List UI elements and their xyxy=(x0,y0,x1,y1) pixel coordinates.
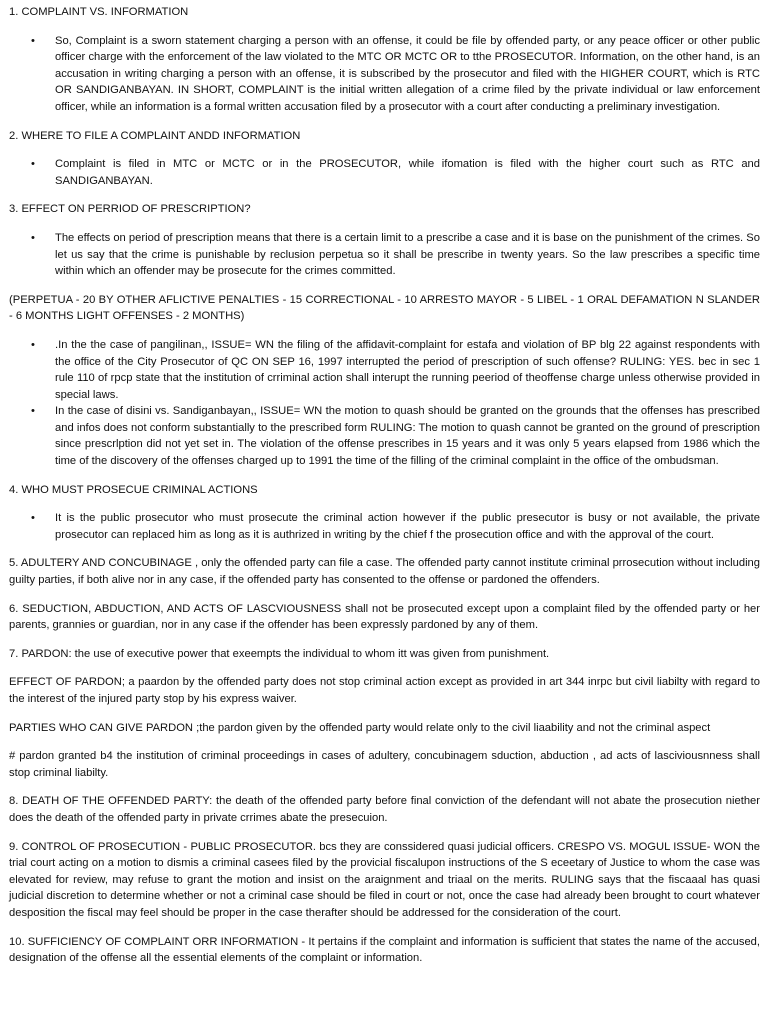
list-item: • So, Complaint is a sworn statement charging a person with an offense, it could be file by offended party, or any peace officer or other public officer charge with the enforcement of the law violated to the MTC OR MCTC OR to tthe PROSECUTOR. Information, on the other hand, is an accusation in writing charging a person with an offense, it is subscribed by the prosecutor and filed with the HIGHER COURT, which is RTC OR SANDIGANBAYAN. IN SHORT, COMPLAINT is the initial written allegation of a crime filed by the private individual or law enforcement officer, while an information is a formal written accusation filed by a prosecutor with a court after conducting a preliminary investigation. xyxy=(31,34,760,113)
bullet-list-cases xyxy=(9,337,760,470)
paragraph-pardon-note: # pardon granted b4 the institution of criminal proceedings in cases of adultery, concubinagem sduction, abduction , ad acts of lasciviousnness shall stop criminal liabilty. xyxy=(9,750,760,779)
section-heading-2: 2. WHERE TO FILE A COMPLAINT ANDD INFORMATION xyxy=(9,129,301,142)
bullet-icon: • xyxy=(31,34,35,47)
paragraph-sufficiency: 10. SUFFICIENCY OF COMPLAINT ORR INFORMATION - It pertains if the complaint and information is sufficient that states the name of the accused, designation of the offense all the essential elements of the complaint or information. xyxy=(9,935,760,965)
bullet-icon: • xyxy=(31,512,35,525)
paragraph-death-offended-party: 8. DEATH OF THE OFFENDED PARTY: the death of the offended party before final conviction of the defendant will not abate the prosecution niether does the death of the offended party in private crrimes abate the presecuion. xyxy=(9,795,760,824)
paragraph-parties-pardon: PARTIES WHO CAN GIVE PARDON ;the pardon given by the offended party would relate only to the civil liaability and not the criminal aspect xyxy=(9,721,711,734)
bullet-icon: • xyxy=(31,338,35,351)
section-heading-1: 1. COMPLAINT VS. INFORMATION xyxy=(9,6,189,18)
bullet-list-4 xyxy=(9,510,760,543)
paragraph-effect-of-pardon: EFFECT OF PARDON; a paardon by the offended party does not stop criminal action except as provided in art 344 inrpc but civil liabilty with regard to the interest of the injured party stop by his express waiver. xyxy=(9,676,760,705)
paragraph-adultery: 5. ADULTERY AND CONCUBINAGE , only the offended party can file a case. The offended party cannot institute criminal prrosecution without including guilty parties, if both alive nor in any case, if the offended party has consented to the offense or pardoned the offenders. xyxy=(9,557,760,587)
list-item: • .In the the case of pangilinan,, ISSUE= WN the filing of the affidavit-complaint for estafa and violation of BP blg 22 against respondents with the office of the City Prosecutor of QC ON SEP 16, 1997 interrupted the period of prescription of such offense? RULING: YES. bec in sec 1 rule 110 of rpcp state that the institution of crriminal action shall interupt the running peeriod of theoffense charge unless otherwise provided in special laws. xyxy=(31,338,760,401)
list-item: • In the case of disini vs. Sandiganbayan,, ISSUE= WN the motion to quash should be granted on the grounds that the offenses has prescribed and infos does not conform substantially to the prescribed form RULING: The motion to quash cannot be granted on the ground of prescription since prescrlption did not yet set in. The violation of the offense prescribes in 15 years and it was only 5 years elapsed from 1986 which the time of the discovery of the offenses charged up to 1991 the time of the filling of the criminal complaint in the office of the ombudsman. xyxy=(31,405,760,468)
bullet-icon: • xyxy=(31,158,35,171)
section-heading-4: 4. WHO MUST PROSECUE CRIMINAL ACTIONS xyxy=(9,483,258,496)
prescription-periods-paragraph: (PERPETUA - 20 BY OTHER AFLICTIVE PENALTIES - 15 CORRECTIONAL - 10 ARRESTO MAYOR - 5 LIBEL - 1 ORAL DEFAMATION N SLANDER - 6 MONTHS LIGHT OFFENSES - 2 MONTHS) xyxy=(9,293,760,323)
paragraph-seduction: 6. SEDUCTION, ABDUCTION, AND ACTS OF LASCVIOUSNESS shall not be prosecuted except upon a complaint filed by the offended party or her parents, grannies or guardian, nor in any case if the offender has been expressly pardoned by any of them. xyxy=(9,602,760,632)
bullet-icon: • xyxy=(31,405,35,418)
bullet-icon: • xyxy=(31,231,35,244)
paragraph-pardon: 7. PARDON: the use of executive power that exeempts the individual to whom itt was given from punishment. xyxy=(9,647,550,660)
section-heading-3: 3. EFFECT ON PERRIOD OF PRESCRIPTION? xyxy=(9,203,251,216)
list-item: • It is the public prosecutor who must prosecute the criminal action however if the public presecutor is busy or not available, the private prosecutor can replaced him as long as it is authrized in writing by the chief f the prosecution office and with the approval of the court. xyxy=(31,512,760,541)
list-item: • The effects on period of prescription means that there is a certain limit to a prescribe a case and it is base on the punishment of the crimes. So let us say that the crime is punishable by reclusion perpetua so it shall be prescribe in twenty years. So the law prescribes a specific time within which an offender may be prosecute for the crimes committed. xyxy=(31,231,760,278)
bullet-list-2 xyxy=(9,156,760,189)
list-item: • Complaint is filed in MTC or MCTC or in the PROSECUTOR, while ifomation is filed with the higher court such as RTC and SANDIGANBAYAN. xyxy=(31,158,760,187)
bullet-list-1 xyxy=(9,33,760,116)
bullet-list-3 xyxy=(9,230,760,280)
paragraph-control-prosecution: 9. CONTROL OF PROSECUTION - PUBLIC PROSECUTOR. bcs they are conssidered quasi judicial officers. CRESPO VS. MOGUL ISSUE- WON the trial court acting on a motion to dismis a criminal casees filed by the provicial fiscalupon instructions of the S eceetary of Justice to whom the case was elevated for review, may refuse to grant the motion and insist on the araignment and triaal on the merits. RULING says that the fiscaaal has quasi judicial discretion to determine whether or not a criminal case should be filed in court or not, once the case had already been brought to court whatever desposition the fiscal may feel should be proper in the case therafter should be addressed for the consideration of the court. xyxy=(9,840,760,919)
